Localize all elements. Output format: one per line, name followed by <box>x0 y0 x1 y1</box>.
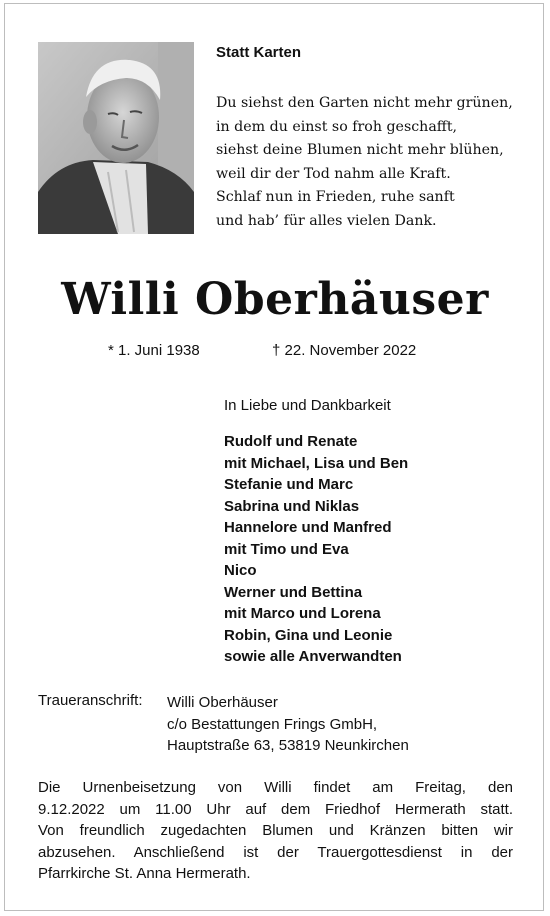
mourners-list <box>224 431 408 668</box>
mourning-intro: In Liebe und Dankbarkeit <box>224 397 391 414</box>
mourner-entry: Stefanie und Marc <box>224 476 354 493</box>
mourner-entry: mit Marco und Lorena <box>224 605 381 622</box>
address-block <box>167 692 409 757</box>
mourner-entry: Robin, Gina und Leonie <box>224 626 393 644</box>
mourner-entry: Rudolf und Renate <box>224 433 358 450</box>
portrait-image <box>38 42 194 234</box>
poem <box>216 92 513 233</box>
header-subtitle: Statt Karten <box>216 44 302 61</box>
deceased-name: Willi Oberhäuser <box>61 274 489 325</box>
address-line: c/o Bestattungen Frings GmbH, <box>167 715 378 733</box>
address-line: Willi Oberhäuser <box>167 694 278 711</box>
mourner-entry: mit Timo und Eva <box>224 540 349 558</box>
notice-line: Die Urnenbeisetzung von Willi findet am Freitag, den <box>38 779 513 796</box>
funeral-notice <box>38 777 513 885</box>
poem-line: in dem du einst so froh geschafft, <box>216 118 458 135</box>
portrait-photo <box>38 42 194 234</box>
mourner-entry: Hannelore und Manfred <box>224 519 392 536</box>
mourner-entry: mit Michael, Lisa und Ben <box>224 454 409 472</box>
mourner-entry: Werner und Bettina <box>224 583 363 601</box>
poem-line: und hab’ für alles vielen Dank. <box>216 212 437 229</box>
mourner-entry: Nico <box>224 562 257 579</box>
mourner-entry: sowie alle Anverwandten <box>224 648 402 665</box>
poem-line: siehst deine Blumen nicht mehr blühen, <box>216 142 504 158</box>
notice-line: abzusehen. Anschließend ist der Trauergottesdienst in der <box>38 843 513 861</box>
birth-date: * 1. Juni 1938 <box>108 342 200 359</box>
notice-line: Von freundlich zugedachten Blumen und Kränzen bitten wir <box>38 822 513 840</box>
poem-line: Du siehst den Garten nicht mehr grünen, <box>216 95 513 111</box>
notice-line: 9.12.2022 um 11.00 Uhr auf dem Friedhof Hermerath statt. <box>38 800 513 818</box>
poem-line: Schlaf nun in Frieden, ruhe sanft <box>216 189 455 205</box>
mourner-entry: Sabrina und Niklas <box>224 497 360 515</box>
death-date: † 22. November 2022 <box>272 342 417 359</box>
address-line: Hauptstraße 63, 53819 Neunkirchen <box>167 737 409 755</box>
notice-line: Pfarrkirche St. Anna Hermerath. <box>38 865 251 883</box>
address-label: Traueranschrift: <box>38 692 143 709</box>
poem-line: weil dir der Tod nahm alle Kraft. <box>216 165 451 182</box>
